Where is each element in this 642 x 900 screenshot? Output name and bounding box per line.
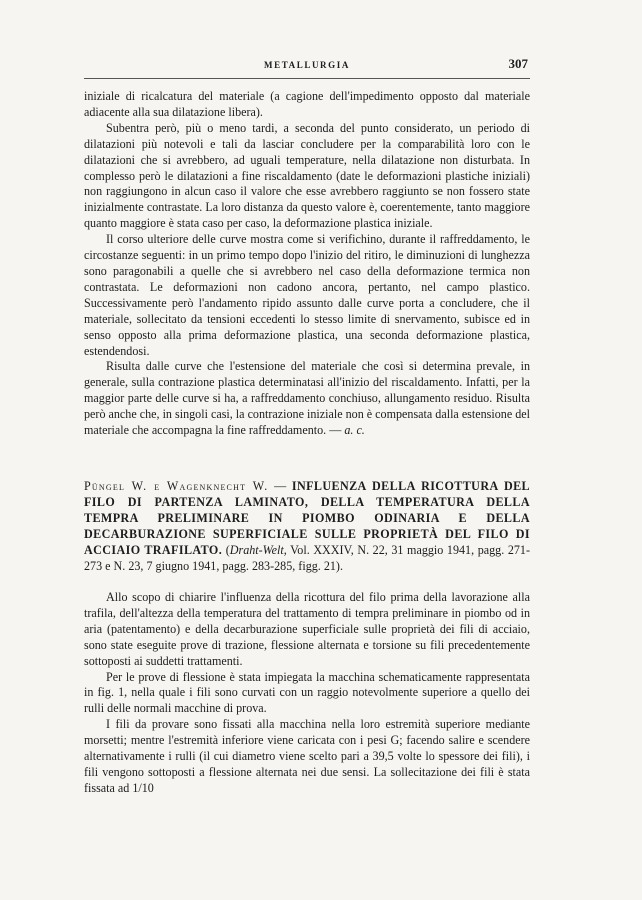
reference-title: INFLUENZA DELLA RICOTTURA DEL FILO DI PARTENZA LAMINATO, DELLA TEMPERATURA DELLA TEMPRA PRELIMINARE IN PIOMBO ODINARIA E DELLA DECARBURAZIONE SUPERFICIALE SULLE PROPRIETÀ DEL FILO DI ACCIAIO TRAFILATO. xyxy=(84,479,531,557)
running-title: METALLURGIA xyxy=(264,60,350,70)
article-abstract xyxy=(84,590,530,797)
section-continued-text xyxy=(84,89,530,439)
reference-citation: Vol. XXXIV, N. 22, 31 maggio 1941, pagg. 271-273 e N. 23, 7 giugno 1941, pagg. 283-285, figg. 21). xyxy=(84,542,530,573)
reference-authors: Püngel W. e Wagenknecht W. xyxy=(84,479,269,493)
reference-dash: — xyxy=(268,479,292,493)
bibliographic-reference: Püngel W. e Wagenknecht W. — INFLUENZA DELLA RICOTTURA DEL FILO DI PARTENZA LAMINATO, DELLA TEMPERATURA DELLA TEMPRA PRELIMINARE IN PIOMBO ODINARIA E DELLA DECARBURAZIONE SUPERFICIALE SULLE PROPRIETÀ DEL FILO DI ACCIAIO TRAFILATO. (Draht-Welt, Vol. XXXIV, N. 22, 31 maggio 1941, pagg. 271-273 e N. 23, 7 giugno 1941, pagg. 283-285, figg. 21). xyxy=(84,479,531,573)
author-signature: a. c. xyxy=(344,423,365,438)
paragraph: Il corso ulteriore delle curve mostra come si verifichino, durante il raffreddamento, le circostanze seguenti: in un primo tempo dopo l'inizio del ritiro, le diminuzioni di lunghezza sono paragonabili a quelle che si avrebbero nel caso della deformazione termica non contrastata. Le deformazioni non cadono ancora, pertanto, nel campo plastico. Successivamente però l'andamento ripido assunto dalle curve porta a concludere, che il materiale, sollecitato da tensioni eccedenti lo stesso limite di snervamento, subisce ed in senso opposto alla prima deformazione plastica, una seconda deformazione plastica, estendendosi. xyxy=(84,232,530,358)
paragraph: I fili da provare sono fissati alla macchina nella loro estremità superiore mediante morsetti; mentre l'estremità inferiore viene caricata con i pesi G; facendo salire e scendere alternativamente i rulli (il cui diametro viene scelto pari a 39,5 volte lo spessore dei fili), i fili vengono sottoposti a flessione alternata nei due sensi. La sollecitazione dei fili è stata fissata ad 1/10 xyxy=(84,717,530,795)
paragraph: Allo scopo di chiarire l'influenza della ricottura del filo prima della lavorazione alla trafila, dell'altezza della temperatura del trattamento di tempra preliminare in piombo od in aria (patentamento) e della decarburazione superficiale sulle proprietà dei fili di acciaio, sono state eseguite prove di trazione, flessione alternata e torsione su fili precedentemente sottoposti ai suddetti trattamenti. xyxy=(84,590,530,668)
page-header xyxy=(84,58,530,76)
header-rule xyxy=(84,78,530,79)
paragraph: Subentra però, più o meno tardi, a seconda del punto considerato, un periodo di dilatazioni più notevoli e tali da lasciar concludere per la comparabilità loro con le dilatazioni che si avrebbero, ad uguali temperature, nella dilatazione non disturbata. In complesso però le dilatazioni a fine riscaldamento (date le deformazioni plastiche iniziali) non raggiungono in alcun caso il valore che esse avrebbero raggiunto se non fossero state inizialmente contrastate. La loro distanza da questo valore è, coerentemente, tanto maggiore quanto maggiore è stata caso per caso, la deformazione plastica iniziale. xyxy=(84,120,530,231)
paragraph: Per le prove di flessione è stata impiegata la macchina schematicamente rappresentata in fig. 1, nella quale i fili sono curvati con un raggio notevolmente superiore a quello dei rulli delle normali macchine di prova. xyxy=(84,669,530,716)
page-number: 307 xyxy=(508,56,528,71)
reference-journal: Draht-Welt, xyxy=(229,542,287,557)
paragraph: iniziale di ricalcatura del materiale (a cagione dell'impedimento opposto dal materiale adiacente alla sua dilatazione libera). xyxy=(84,89,530,119)
paragraph-text: Risulta dalle curve che l'estensione del materiale che così si determina prevale, in generale, sulla contrazione plastica determinatasi all'inizio del riscaldamento. Infatti, per la maggior parte delle curve si ha, a raffreddamento conchiuso, allungamento residuo. Risulta però anche che, in singoli casi, la contrazione iniziale non è compensata dalla estensione del materiale che accompagna la fine raffreddamento. — xyxy=(84,359,530,438)
paragraph xyxy=(84,359,530,439)
